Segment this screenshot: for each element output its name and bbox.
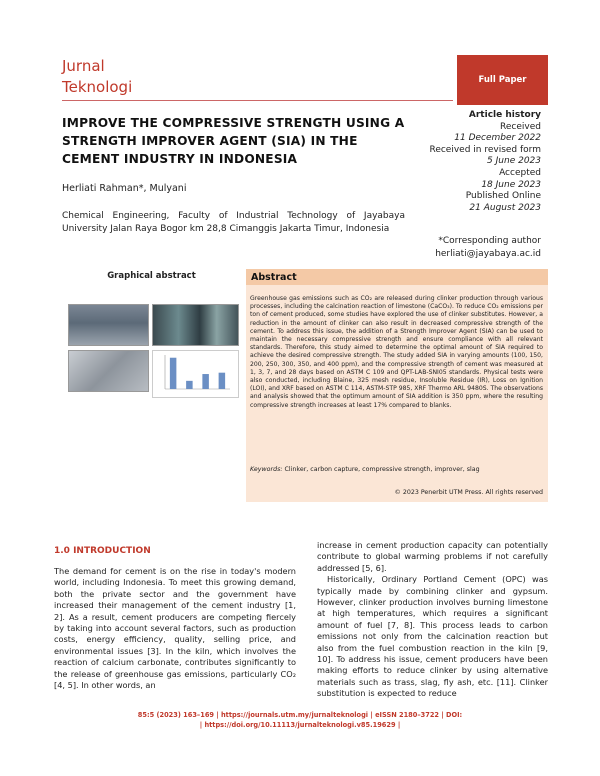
article-authors: Herliati Rahman*, Mulyani bbox=[62, 183, 187, 194]
journal-name-line1: Jurnal bbox=[62, 57, 105, 75]
body-column-left bbox=[54, 566, 296, 691]
history-received-label: Received bbox=[500, 121, 541, 132]
graphical-abstract-heading: Graphical abstract bbox=[107, 271, 196, 281]
chart-bar-4 bbox=[219, 373, 226, 389]
full-paper-badge bbox=[457, 55, 548, 105]
bar-chart-svg bbox=[153, 351, 238, 397]
abstract-text: Greenhouse gas emissions such as CO₂ are released during clinker production through various processes, including the calcination reaction of limestone (CaCO₃). To reduce CO₂ emissions per ton of cement produced, some studies have explored the use of clinker substitutes. However, a reduction in the amount of clinker can also result in decreased compressive strength of the cement. To address this issue, the addition of a Strength Improver Agent (SIA) can be used to maintain the necessary compressive strength and ensure compliance with all relevant standards. Therefore, this study aimed to determine the optimal amount of SIA required to achieve the desired compressive strength. The study added SIA in varying amounts (100, 150, 200, 250, 300, 350, and 400 ppm), and the compressive strength of cement was measured at 1, 3, 7, and 28 days based on ASTM C 109 and QPT-LAB-SNI05 standards. Physical tests were also conducted, including Blaine, 325 mesh residue, Insoluble Residue (IR), Loss on Ignition (LOI), and XRF based on ASTM C 114, ASTM-STP 985, XRF Thermo ARL 9480S. The observations and analysis showed that the optimum amount of SIA addition is 350 ppm, where the resulting compressive strength increases at least 17% compared to blanks. bbox=[250, 295, 543, 409]
intro-paragraph-3: Historically, Ordinary Portland Cement (OPC) was typically made by combining clinker and gypsum. However, clinker production involves burning limestone at high temperatures, which requires a significant amount of fuel [7, 8]. This process leads to carbon emissions not only from the calcination reaction but also from the fuel combustion reaction in the kiln [9, 10]. To address his issue, cement producers have been making efforts to reduce clinker by using alternative materials such as trass, slag, fly ash, etc. [11]. Clinker substitution is expected to reduce bbox=[317, 574, 548, 699]
history-received-date: 11 December 2022 bbox=[454, 133, 541, 144]
history-online-label: Published Online bbox=[465, 191, 541, 202]
intro-paragraph-2: increase in cement production capacity can potentially contribute to global warming problems if not carefully addressed [5, 6]. bbox=[317, 540, 548, 573]
history-online-date: 21 August 2023 bbox=[469, 202, 541, 213]
corresponding-label: *Corresponding author bbox=[438, 236, 541, 246]
chart-bar-3 bbox=[202, 374, 209, 389]
footer-line-2: | https://doi.org/10.11113/jurnalteknologi.v85.19629 | bbox=[199, 721, 401, 729]
article-affiliation: Chemical Engineering, Faculty of Industrial Technology of Jayabaya University Jalan Raya Bogor km 28,8 Cimanggis Jakarta Timur, Indonesia bbox=[62, 211, 405, 234]
body-column-right bbox=[317, 540, 548, 700]
history-revised-label: Received in revised form bbox=[429, 144, 541, 155]
chart-bar-1 bbox=[170, 358, 177, 389]
chart-bar-2 bbox=[186, 381, 193, 389]
keywords-list: Clinker, carbon capture, compressive strength, improver, slag bbox=[284, 466, 480, 473]
section-heading-introduction: 1.0 INTRODUCTION bbox=[54, 546, 151, 556]
graphical-abstract-photo-1 bbox=[68, 304, 149, 346]
footer-line-1: 85:5 (2023) 163–169 | https://journals.utm.my/jurnalteknologi | eISSN 2180–3722 | DOI: bbox=[137, 711, 463, 719]
history-accepted-label: Accepted bbox=[499, 167, 541, 178]
history-accepted-date: 18 June 2023 bbox=[481, 179, 541, 190]
corresponding-email[interactable]: herliati@jayabaya.ac.id bbox=[435, 248, 541, 259]
full-paper-label: Full Paper bbox=[478, 75, 527, 85]
journal-name bbox=[62, 56, 132, 98]
corresponding-author bbox=[400, 235, 541, 260]
graphical-abstract-photo-2 bbox=[152, 304, 239, 346]
graphical-abstract-chart bbox=[152, 350, 239, 398]
page-footer bbox=[92, 710, 508, 730]
abstract-heading: Abstract bbox=[251, 272, 297, 283]
history-revised-date: 5 June 2023 bbox=[487, 156, 541, 167]
journal-name-line2: Teknologi bbox=[62, 78, 133, 96]
history-heading: Article history bbox=[468, 110, 541, 120]
article-title: IMPROVE THE COMPRESSIVE STRENGTH USING A STRENGTH IMPROVER AGENT (SIA) IN THE CEMENT INDUSTRY IN INDONESIA bbox=[62, 116, 405, 166]
intro-paragraph-1: The demand for cement is on the rise in today's modern world, including Indonesia. To meet this growing demand, both the private sector and the government have increased their management of the cement industry [1, 2]. As a result, cement producers are competing fiercely by taking into account several factors, such as production costs, energy efficiency, quality, selling price, and environmental issues [3]. In the kiln, which involves the reaction of calcium carbonate, contributes significantly to the release of greenhouse gas emissions, particularly CO₂ [4, 5]. In other words, an bbox=[54, 566, 296, 691]
abstract-copyright: © 2023 Penerbit UTM Press. All rights reserved bbox=[394, 489, 543, 496]
abstract-header-bar bbox=[246, 269, 548, 285]
keywords-label: Keywords: bbox=[250, 466, 283, 473]
header-divider bbox=[62, 100, 453, 101]
graphical-abstract-photo-3 bbox=[68, 350, 149, 392]
article-history bbox=[420, 110, 541, 214]
abstract-keywords bbox=[250, 466, 543, 473]
